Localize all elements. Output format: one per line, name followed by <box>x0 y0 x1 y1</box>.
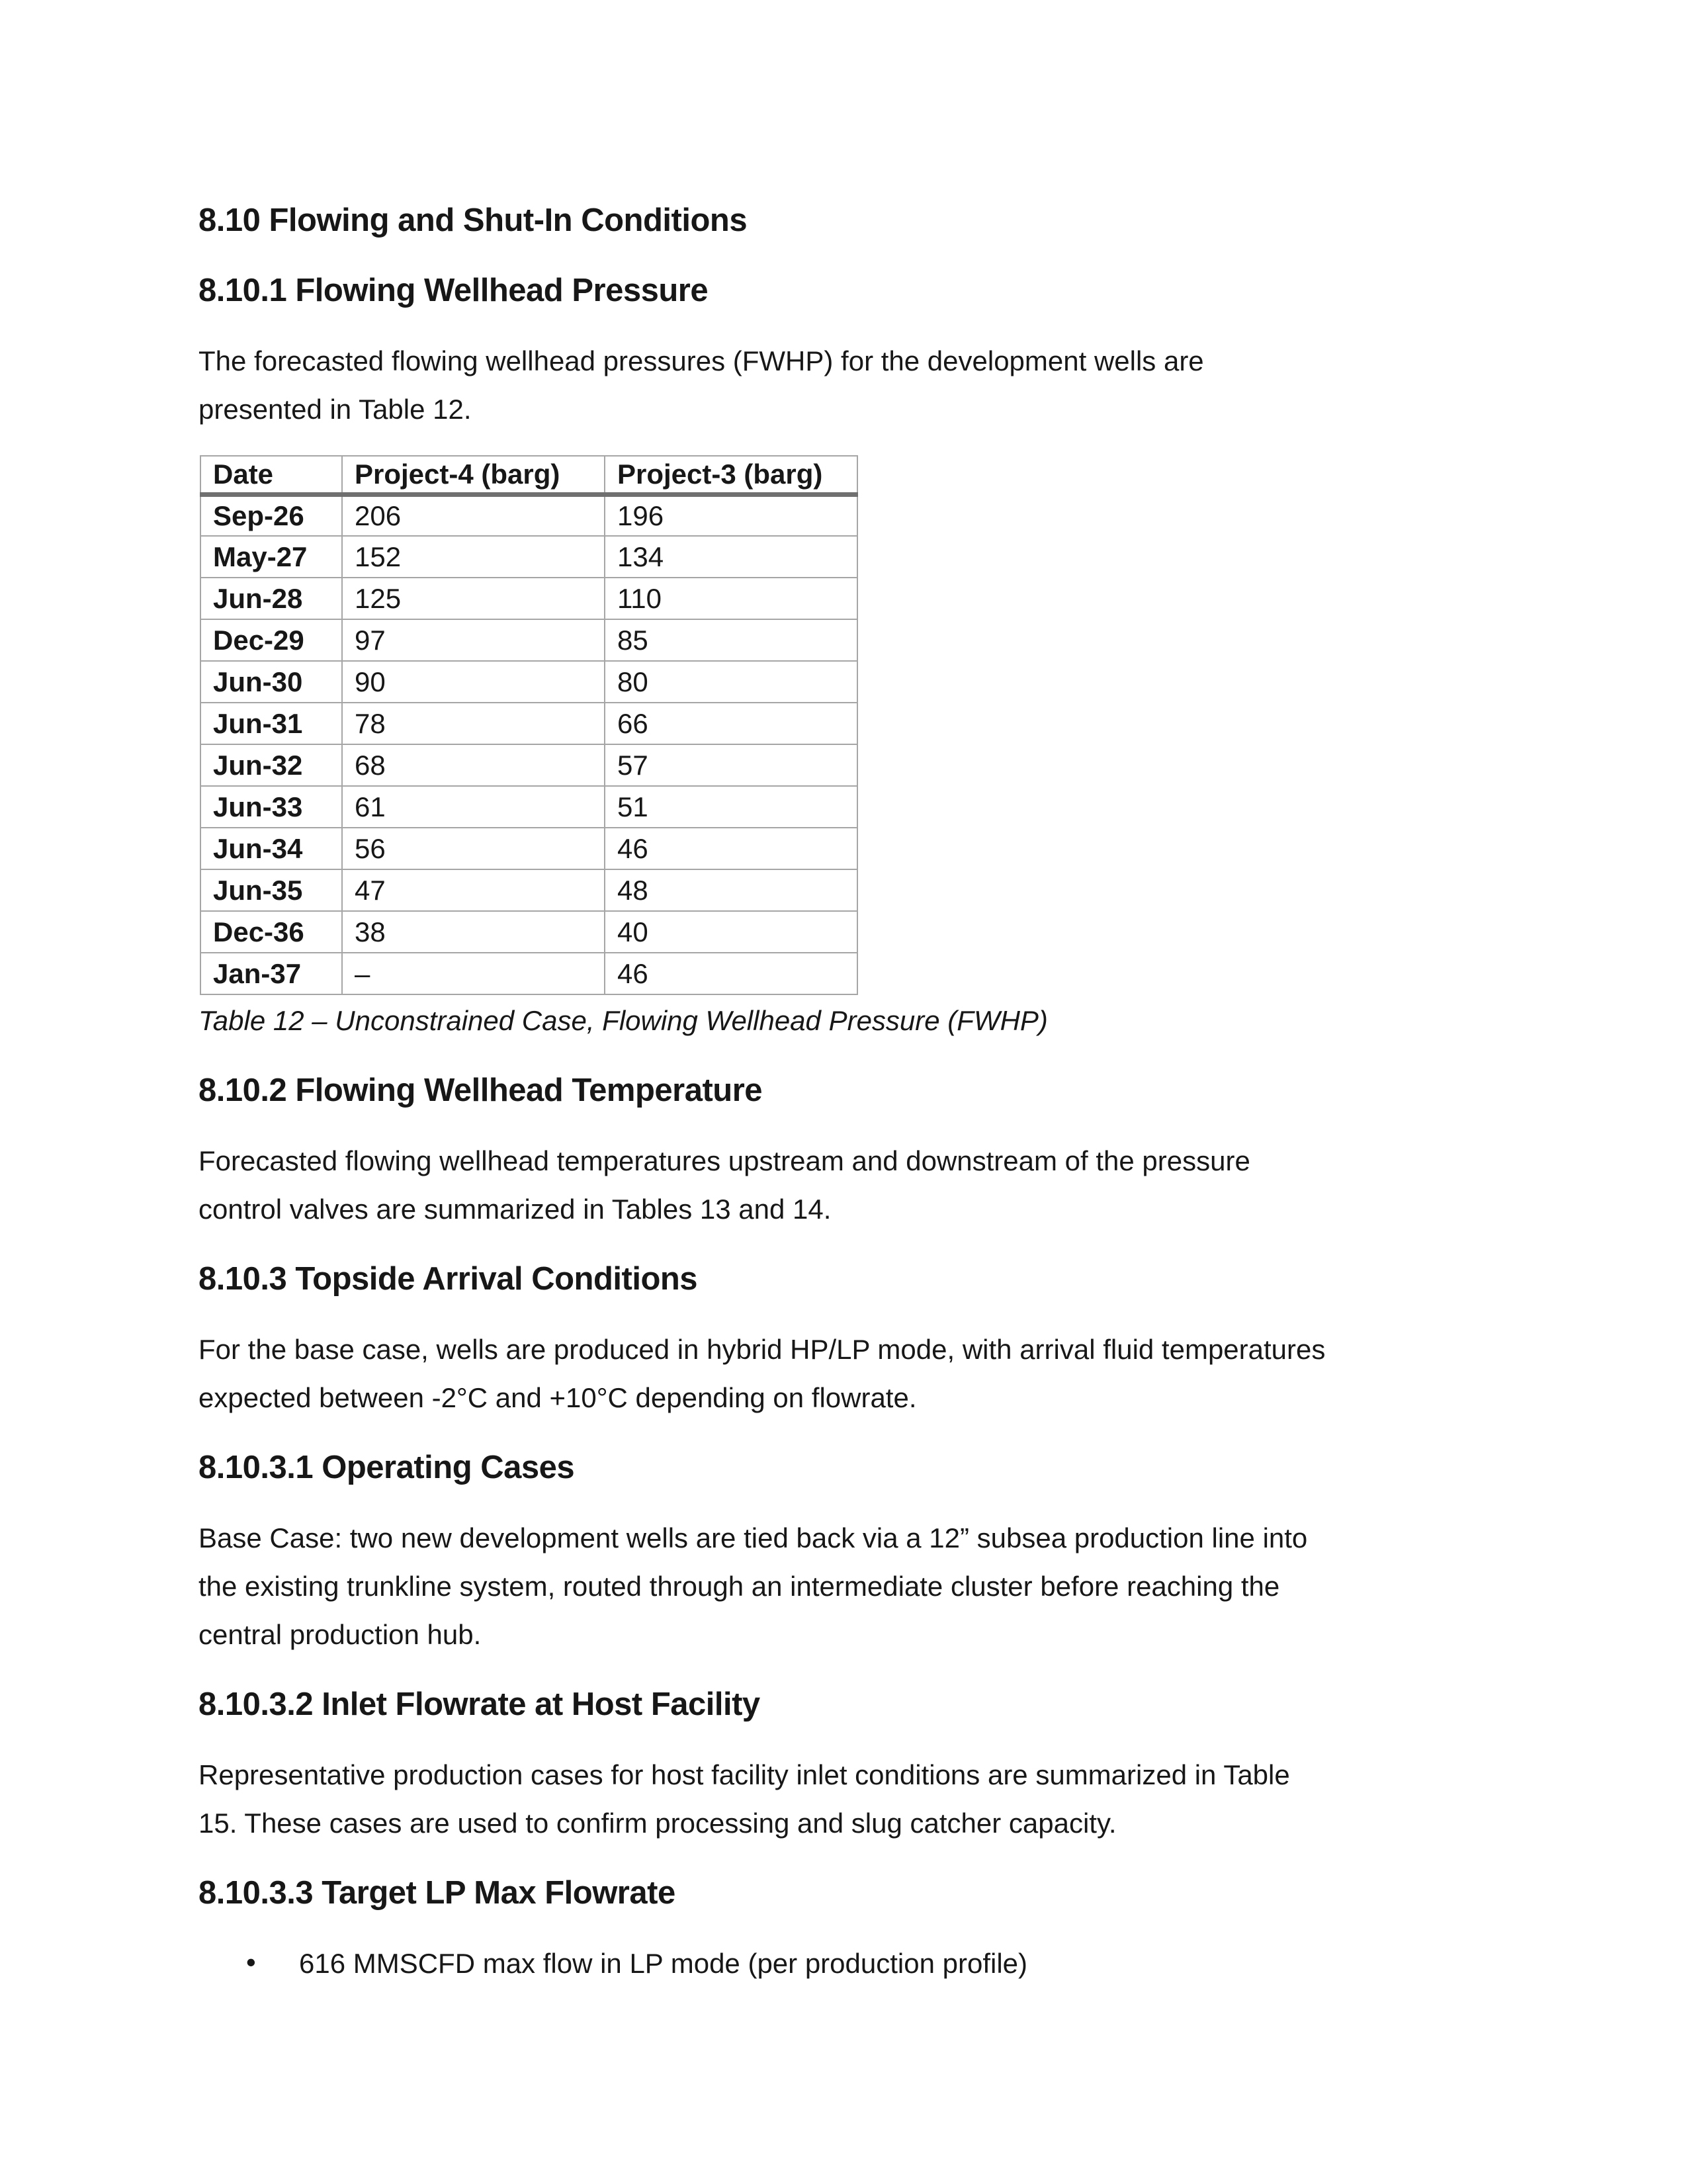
project3-cell: 85 <box>605 619 857 661</box>
project4-cell: 61 <box>342 786 605 828</box>
paragraph-inlet-flowrate <box>198 1751 1508 1847</box>
paragraph-line: central production hub. <box>198 1619 482 1650</box>
table-row <box>200 619 857 661</box>
table-caption: Table 12 – Unconstrained Case, Flowing Wellhead Pressure (FWHP) <box>198 1005 1048 1036</box>
project3-cell: 51 <box>605 786 857 828</box>
project3-cell: 46 <box>605 828 857 869</box>
project4-cell: 90 <box>342 661 605 703</box>
paragraph-topside-arrival <box>198 1325 1508 1422</box>
column-header-date: Date <box>200 456 342 494</box>
paragraph-base-case <box>198 1514 1508 1659</box>
project3-cell: 57 <box>605 744 857 786</box>
project4-cell: 56 <box>342 828 605 869</box>
table-row <box>200 911 857 953</box>
paragraph-fwhp-intro <box>198 337 1508 433</box>
table-row <box>200 578 857 619</box>
paragraph-line: 15. These cases are used to confirm processing and slug catcher capacity. <box>198 1808 1117 1839</box>
table-header-row <box>200 456 857 494</box>
table-row <box>200 536 857 578</box>
project3-cell: 110 <box>605 578 857 619</box>
project4-cell: – <box>342 953 605 994</box>
table-row <box>200 661 857 703</box>
project3-cell: 196 <box>605 494 857 536</box>
date-cell: Jun-28 <box>200 578 342 619</box>
list-item-text: 616 MMSCFD max flow in LP mode (per production profile) <box>299 1948 1028 1979</box>
project4-cell: 47 <box>342 869 605 911</box>
project3-cell: 48 <box>605 869 857 911</box>
date-cell: Sep-26 <box>200 494 342 536</box>
date-cell: Jun-31 <box>200 703 342 744</box>
date-cell: Dec-36 <box>200 911 342 953</box>
project4-cell: 78 <box>342 703 605 744</box>
date-cell: May-27 <box>200 536 342 578</box>
paragraph-line: expected between -2°C and +10°C depending on flowrate. <box>198 1382 917 1413</box>
project3-cell: 80 <box>605 661 857 703</box>
project4-cell: 97 <box>342 619 605 661</box>
heading-8-10-3-2: 8.10.3.2 Inlet Flowrate at Host Facility <box>198 1686 760 1722</box>
project4-cell: 206 <box>342 494 605 536</box>
date-cell: Jun-32 <box>200 744 342 786</box>
paragraph-line: For the base case, wells are produced in hybrid HP/LP mode, with arrival fluid temperatures <box>198 1334 1326 1365</box>
table-row <box>200 828 857 869</box>
paragraph-line: Forecasted flowing wellhead temperatures upstream and downstream of the pressure <box>198 1145 1250 1176</box>
project3-cell: 66 <box>605 703 857 744</box>
paragraph-line: Base Case: two new development wells are tied back via a 12” subsea production line into <box>198 1522 1308 1553</box>
paragraph-line: Representative production cases for host facility inlet conditions are summarized in Table <box>198 1759 1290 1790</box>
heading-8-10-3-3: 8.10.3.3 Target LP Max Flowrate <box>198 1875 675 1911</box>
table-row <box>200 494 857 536</box>
list-item <box>198 1939 1508 1987</box>
date-cell: Jun-33 <box>200 786 342 828</box>
table-row <box>200 786 857 828</box>
table-row <box>200 953 857 994</box>
project4-cell: 68 <box>342 744 605 786</box>
project4-cell: 38 <box>342 911 605 953</box>
table-row <box>200 869 857 911</box>
paragraph-line: control valves are summarized in Tables 13 and 14. <box>198 1194 832 1225</box>
heading-8-10-1: 8.10.1 Flowing Wellhead Pressure <box>198 273 709 308</box>
paragraph-line: presented in Table 12. <box>198 394 472 425</box>
date-cell: Jan-37 <box>200 953 342 994</box>
project3-cell: 46 <box>605 953 857 994</box>
project4-cell: 125 <box>342 578 605 619</box>
heading-8-10: 8.10 Flowing and Shut-In Conditions <box>198 202 748 238</box>
project3-cell: 40 <box>605 911 857 953</box>
project4-cell: 152 <box>342 536 605 578</box>
date-cell: Jun-30 <box>200 661 342 703</box>
table-row <box>200 703 857 744</box>
heading-8-10-3: 8.10.3 Topside Arrival Conditions <box>198 1261 698 1297</box>
date-cell: Jun-34 <box>200 828 342 869</box>
project3-cell: 134 <box>605 536 857 578</box>
column-header-project4: Project-4 (barg) <box>342 456 605 494</box>
bullet-icon: • <box>246 1946 256 1978</box>
column-header-project3: Project-3 (barg) <box>605 456 857 494</box>
table-row <box>200 744 857 786</box>
heading-8-10-2: 8.10.2 Flowing Wellhead Temperature <box>198 1072 763 1108</box>
date-cell: Dec-29 <box>200 619 342 661</box>
fwhp-table <box>200 455 858 995</box>
date-cell: Jun-35 <box>200 869 342 911</box>
paragraph-line: The forecasted flowing wellhead pressures (FWHP) for the development wells are <box>198 345 1204 376</box>
paragraph-line: the existing trunkline system, routed through an intermediate cluster before reaching the <box>198 1571 1280 1602</box>
heading-8-10-3-1: 8.10.3.1 Operating Cases <box>198 1450 575 1485</box>
paragraph-fwht <box>198 1137 1508 1233</box>
